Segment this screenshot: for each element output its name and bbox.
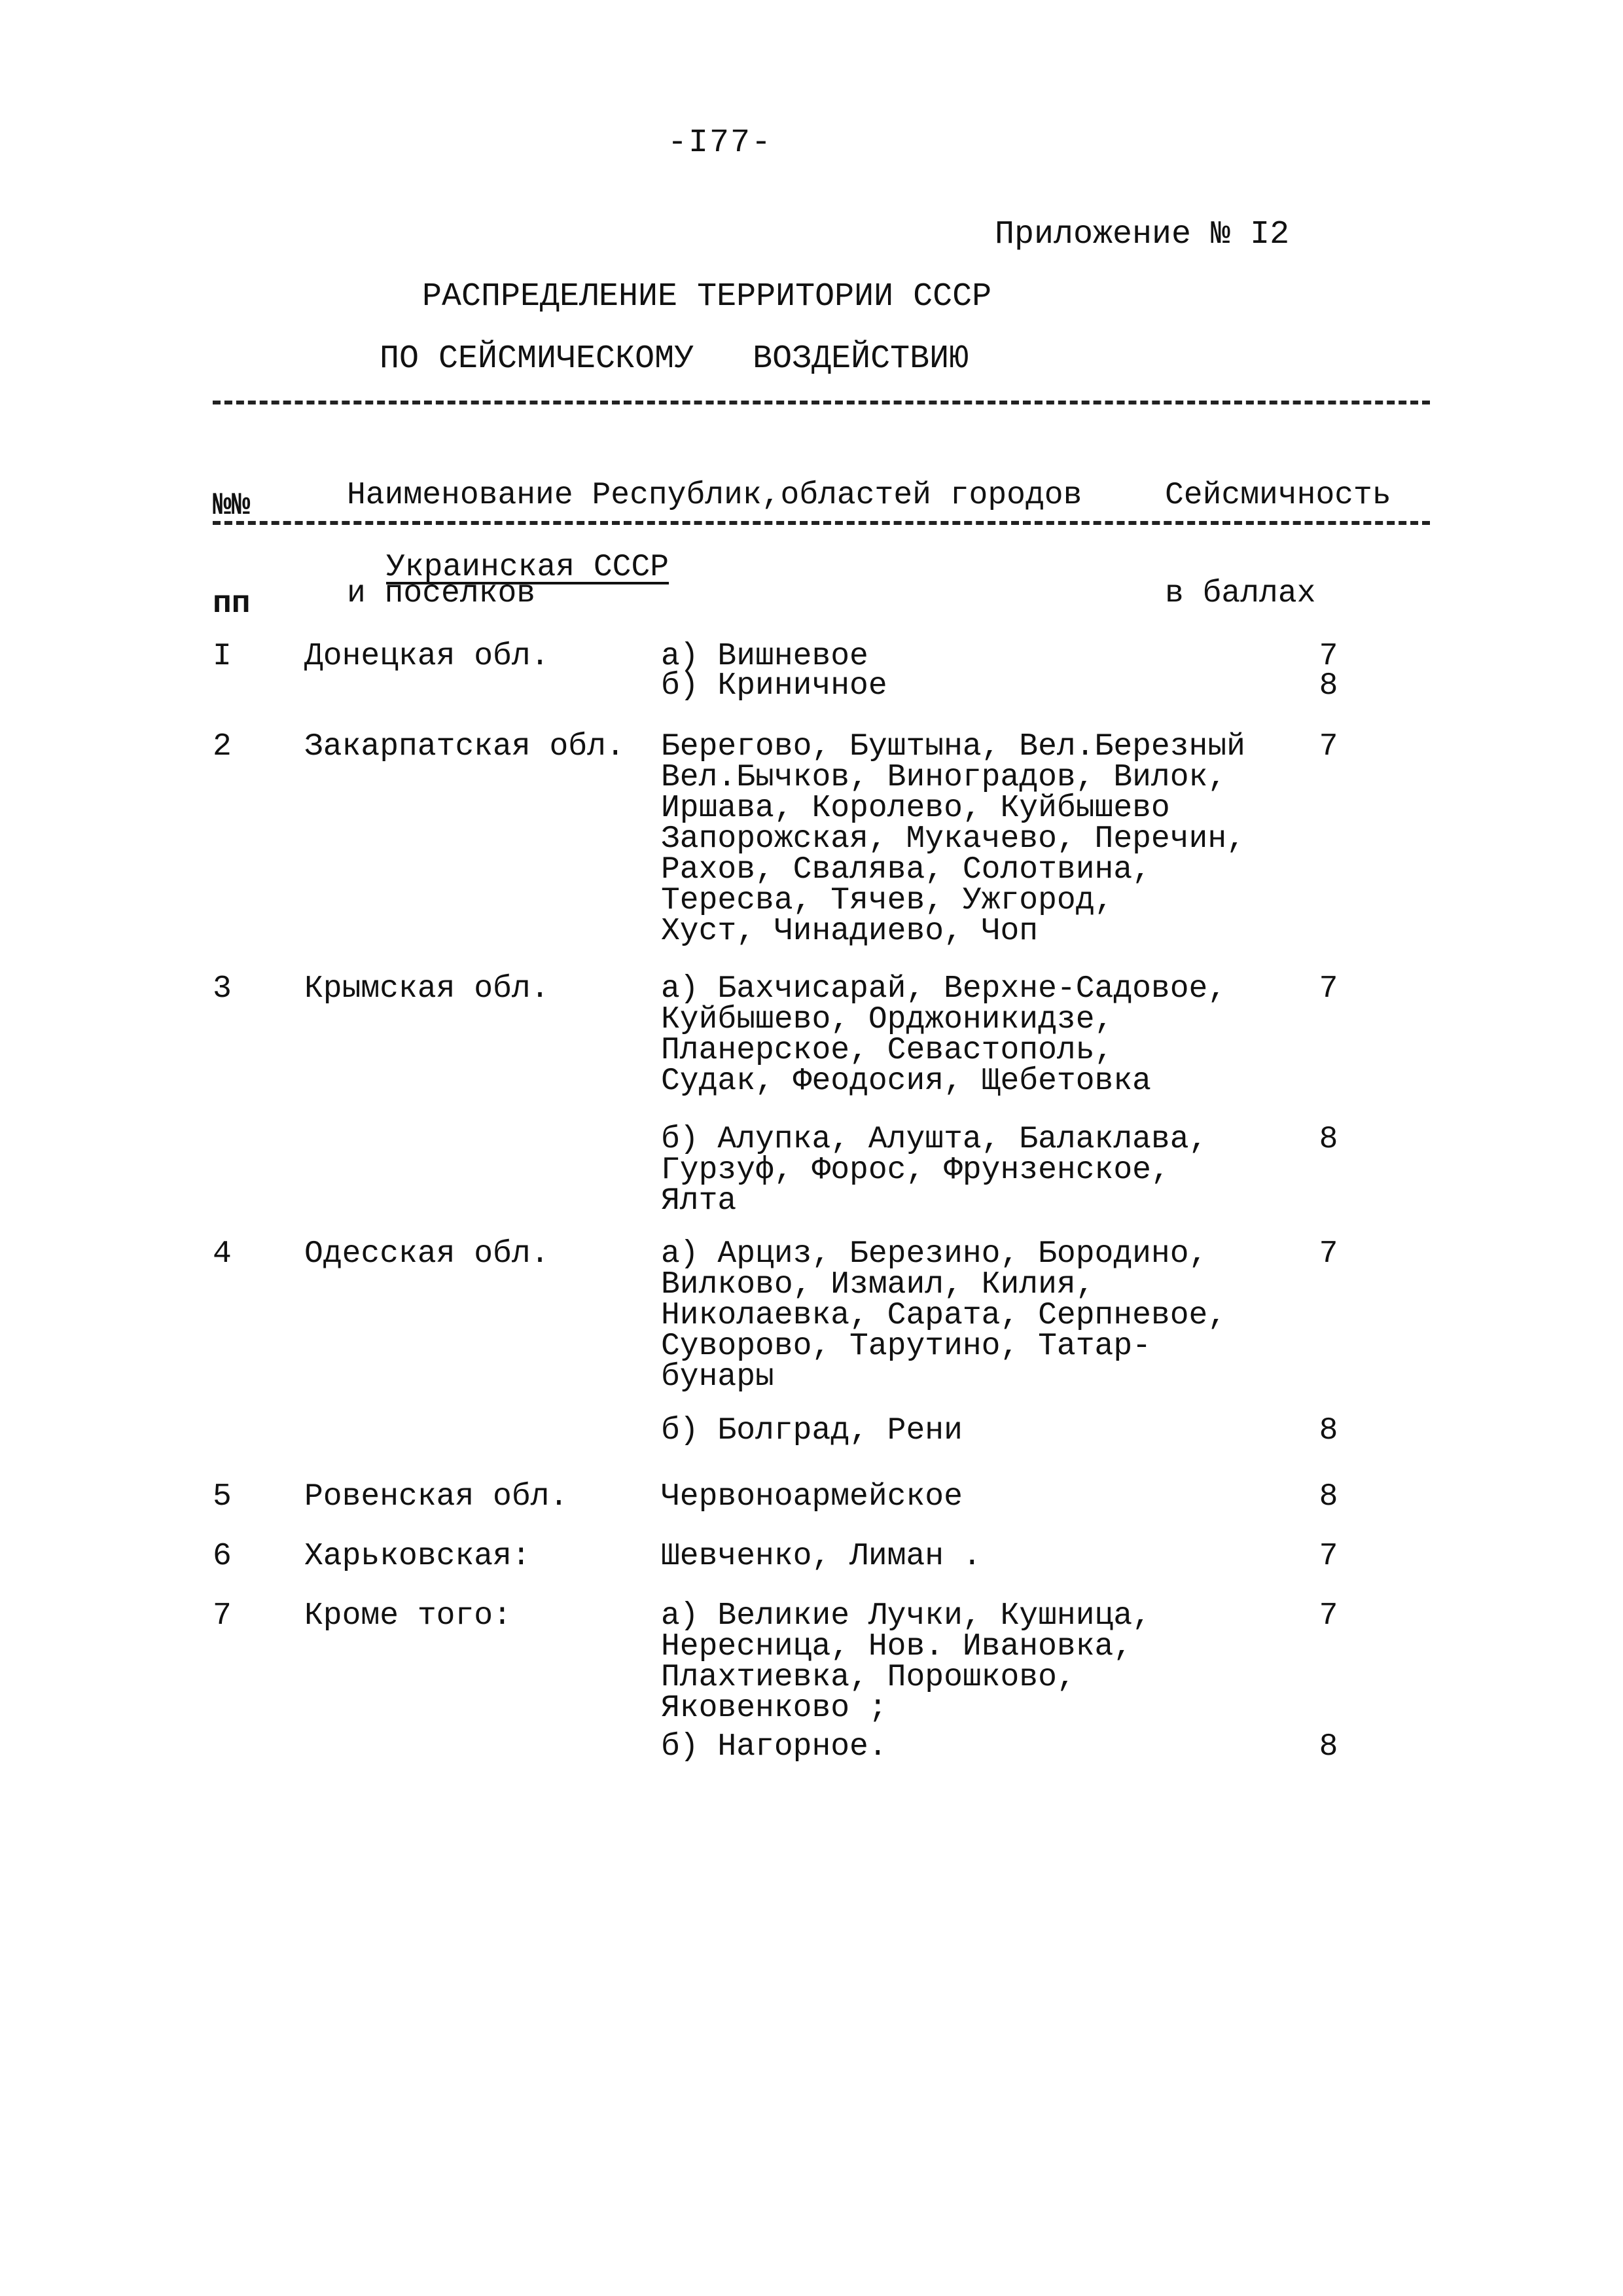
- document-title-line-1: РАСПРЕДЕЛЕНИЕ ТЕРРИТОРИИ СССР: [422, 278, 992, 315]
- seismicity-score: 7: [1319, 729, 1338, 764]
- settlement-line: а) Великие Лучки, Кушница,: [661, 1598, 1151, 1634]
- seismicity-score: 7: [1319, 1539, 1338, 1574]
- column-header-number: [213, 424, 251, 653]
- row-number: 2: [213, 729, 232, 764]
- row-number: 4: [213, 1236, 232, 1272]
- region-name: Кроме того:: [304, 1598, 512, 1634]
- settlement-line: Берегово, Буштына, Вел.Березный: [661, 729, 1245, 764]
- settlement-line: Плахтиевка, Порошково,: [661, 1660, 1076, 1695]
- row-number: 7: [213, 1598, 232, 1634]
- seismicity-score: 8: [1319, 1729, 1338, 1765]
- settlement-entry: [661, 1236, 1338, 1395]
- settlement-entry: [661, 1539, 1338, 1574]
- header-top-rule: [213, 401, 1430, 404]
- seismicity-score: 7: [1319, 1236, 1338, 1272]
- settlement-line: Яковенково ;: [661, 1691, 887, 1726]
- row-number: 3: [213, 971, 232, 1007]
- settlement-entry: [661, 971, 1338, 1099]
- settlement-line: Суворово, Тарутино, Татар-: [661, 1329, 1151, 1364]
- seismicity-score: 7: [1319, 639, 1338, 674]
- settlement-line: б) Болград, Рени: [661, 1413, 963, 1448]
- settlement-entry: [661, 1729, 1338, 1765]
- settlement-entry: [661, 1479, 1338, 1515]
- settlement-line: бунары: [661, 1359, 774, 1395]
- appendix-label: Приложение № I2: [995, 216, 1290, 253]
- settlement-entry: [661, 729, 1338, 949]
- region-name: Одесская обл.: [304, 1236, 550, 1272]
- settlement-line: Рахов, Свалява, Солотвина,: [661, 852, 1151, 888]
- settlement-line: а) Вишневое: [661, 639, 868, 674]
- seismicity-score: 8: [1319, 1413, 1338, 1448]
- settlement-line: Судак, Феодосия, Щебетовка: [661, 1064, 1151, 1099]
- settlement-line: б) Нагорное.: [661, 1729, 887, 1765]
- settlement-entry: [661, 1122, 1338, 1219]
- seismicity-score: 8: [1319, 1479, 1338, 1515]
- settlement-line: Запорожская, Мукачево, Перечин,: [661, 821, 1245, 857]
- page-number: -I77-: [668, 124, 773, 162]
- settlement-entry: [661, 639, 1338, 674]
- region-name: Харьковская:: [304, 1539, 531, 1574]
- republic-heading: Украинская СССР: [386, 550, 669, 585]
- settlement-line: а) Арциз, Березино, Бородино,: [661, 1236, 1208, 1272]
- settlement-entry: [661, 1413, 1338, 1448]
- column-header-name-line-1: Наименование Республик,областей городов: [347, 478, 1082, 513]
- region-name: Донецкая обл.: [304, 639, 550, 674]
- settlement-line: Ялта: [661, 1183, 737, 1219]
- column-header-number-line-2: пп: [213, 586, 251, 622]
- seismicity-score: 8: [1319, 668, 1338, 704]
- region-name: Закарпатская обл.: [304, 729, 625, 764]
- seismicity-score: 7: [1319, 971, 1338, 1007]
- settlement-line: б) Криничное: [661, 668, 887, 704]
- settlement-line: Нересница, Нов. Ивановка,: [661, 1629, 1133, 1664]
- settlement-line: Тересва, Тячев, Ужгород,: [661, 883, 1114, 918]
- seismicity-score: 7: [1319, 1598, 1338, 1634]
- settlement-line: б) Алупка, Алушта, Балаклава,: [661, 1122, 1208, 1157]
- settlement-line: Планерское, Севастополь,: [661, 1033, 1114, 1068]
- settlement-line: Гурзуф, Форос, Фрунзенское,: [661, 1153, 1170, 1188]
- settlement-line: Николаевка, Сарата, Серпневое,: [661, 1298, 1227, 1333]
- settlement-line: Куйбышево, Орджоникидзе,: [661, 1002, 1114, 1037]
- settlement-line: Иршава, Королево, Куйбышево: [661, 791, 1170, 826]
- region-name: Ровенская обл.: [304, 1479, 569, 1515]
- settlement-line: а) Бахчисарай, Верхне-Садовое,: [661, 971, 1227, 1007]
- region-name: Крымская обл.: [304, 971, 550, 1007]
- settlement-entry: [661, 1598, 1338, 1726]
- header-bottom-rule: [213, 521, 1430, 525]
- row-number: 6: [213, 1539, 232, 1574]
- row-number: I: [213, 639, 232, 674]
- seismicity-score: 8: [1319, 1122, 1338, 1157]
- settlement-line: Червоноармейское: [661, 1479, 963, 1515]
- column-header-name: [347, 414, 1082, 643]
- document-title-line-2: ПО СЕЙСМИЧЕСКОМУ ВОЗДЕЙСТВИЮ: [380, 340, 969, 378]
- column-header-number-line-1: №№: [213, 488, 251, 524]
- column-header-seismicity: [1165, 414, 1391, 643]
- column-header-seismicity-line-1: Сейсмичность: [1165, 478, 1391, 513]
- settlement-line: Шевченко, Лиман .: [661, 1539, 982, 1574]
- settlement-line: Хуст, Чинадиево, Чоп: [661, 914, 1039, 949]
- column-header-name-line-2: и поселков: [347, 576, 536, 611]
- settlement-line: Вилково, Измаил, Килия,: [661, 1267, 1095, 1302]
- column-header-seismicity-line-2: в баллах: [1165, 576, 1316, 611]
- settlement-line: Вел.Бычков, Виноградов, Вилок,: [661, 760, 1227, 795]
- settlement-entry: [661, 668, 1338, 704]
- row-number: 5: [213, 1479, 232, 1515]
